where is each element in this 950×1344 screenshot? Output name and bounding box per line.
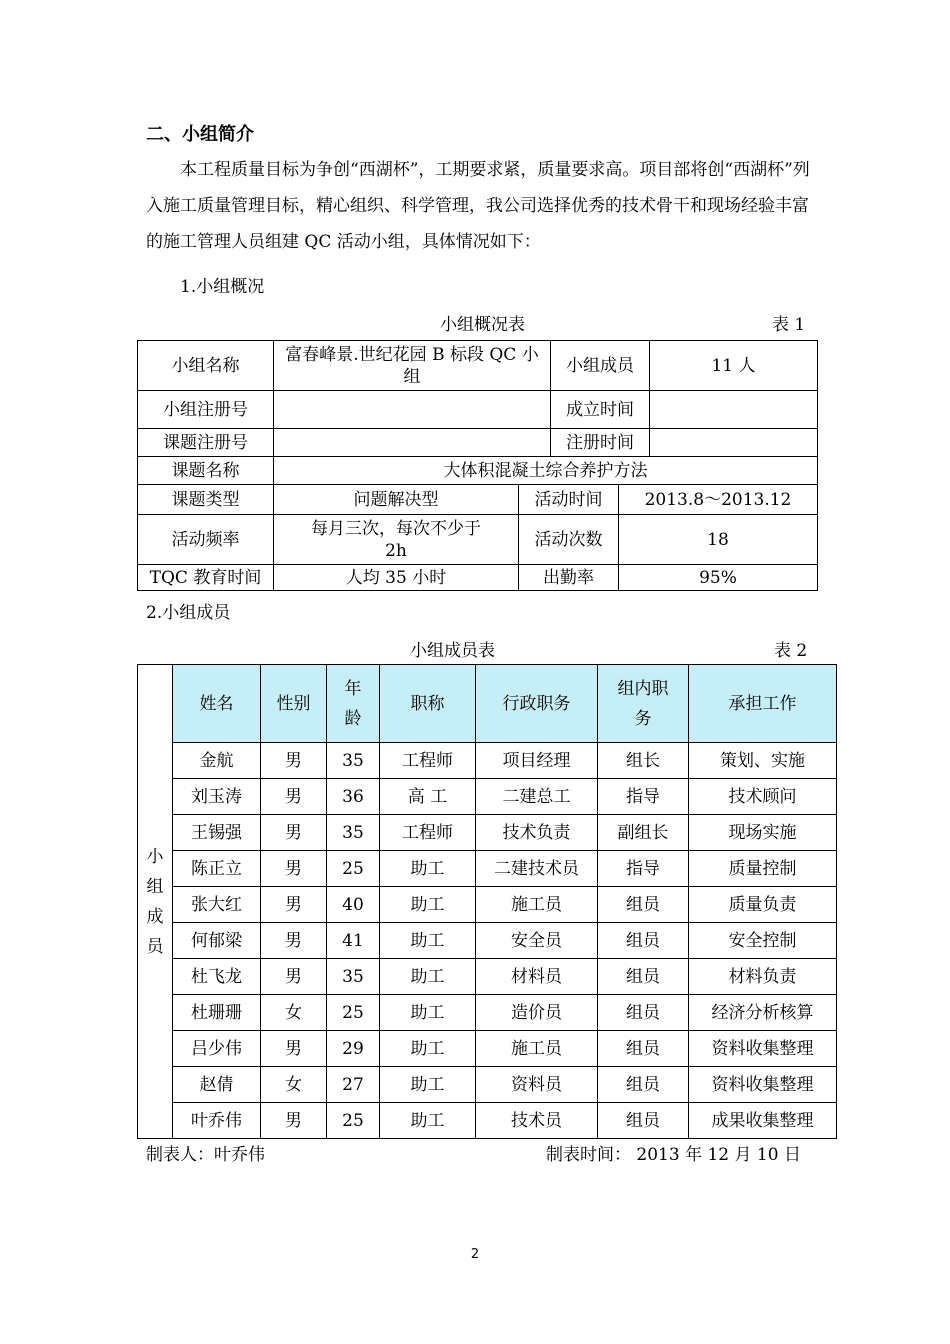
tqc-value: 人均 35 小时 — [274, 565, 519, 591]
member-gender: 男 — [261, 959, 327, 995]
member-group-role: 组员 — [598, 959, 689, 995]
member-duty: 资料收集整理 — [689, 1031, 837, 1067]
member-name: 张大红 — [173, 887, 261, 923]
member-title: 助工 — [380, 959, 476, 995]
member-title: 高 工 — [380, 779, 476, 815]
header-name: 姓名 — [173, 665, 261, 743]
member-gender: 男 — [261, 1103, 327, 1139]
member-group-role: 组员 — [598, 887, 689, 923]
group-name-label: 小组名称 — [138, 341, 274, 391]
page-number: 2 — [470, 1247, 480, 1262]
member-age: 35 — [327, 743, 380, 779]
member-title: 助工 — [380, 1031, 476, 1067]
member-admin-role: 造价员 — [476, 995, 598, 1031]
reg-no-label: 小组注册号 — [138, 391, 274, 429]
member-name: 赵倩 — [173, 1067, 261, 1103]
member-row — [138, 743, 837, 779]
member-admin-role: 施工员 — [476, 887, 598, 923]
activity-time-label: 活动时间 — [519, 485, 619, 515]
member-title: 助工 — [380, 995, 476, 1031]
member-group-role: 组员 — [598, 995, 689, 1031]
members-heading: 2.小组成员 — [146, 603, 231, 623]
table-maker: 制表人：叶乔伟 — [146, 1145, 265, 1165]
member-age: 41 — [327, 923, 380, 959]
member-name: 杜飞龙 — [173, 959, 261, 995]
header-duty: 承担工作 — [689, 665, 837, 743]
topic-name-value: 大体积混凝土综合养护方法 — [274, 457, 818, 485]
member-gender: 男 — [261, 779, 327, 815]
side-char: 成 — [146, 906, 164, 927]
member-title: 助工 — [380, 1103, 476, 1139]
reg-time-label: 注册时间 — [551, 429, 650, 457]
member-gender: 男 — [261, 815, 327, 851]
member-gender: 女 — [261, 995, 327, 1031]
side-char: 员 — [146, 936, 164, 957]
header-admin-role: 行政职务 — [476, 665, 598, 743]
member-admin-role: 施工员 — [476, 1031, 598, 1067]
member-name: 刘玉涛 — [173, 779, 261, 815]
member-admin-role: 二建技术员 — [476, 851, 598, 887]
member-group-role: 组长 — [598, 743, 689, 779]
side-char: 小 — [146, 846, 164, 867]
member-duty: 经济分析核算 — [689, 995, 837, 1031]
header-title: 职称 — [380, 665, 476, 743]
member-admin-role: 安全员 — [476, 923, 598, 959]
member-name: 陈正立 — [173, 851, 261, 887]
member-duty: 质量负责 — [689, 887, 837, 923]
member-duty: 安全控制 — [689, 923, 837, 959]
overview-heading: 1.小组概况 — [180, 277, 265, 297]
reg-time-value — [650, 429, 818, 457]
activity-count-label: 活动次数 — [519, 515, 619, 565]
member-row — [138, 1067, 837, 1103]
topic-reg-value — [274, 429, 551, 457]
member-age: 35 — [327, 815, 380, 851]
member-age: 25 — [327, 995, 380, 1031]
member-age: 36 — [327, 779, 380, 815]
topic-type-value: 问题解决型 — [274, 485, 519, 515]
member-admin-role: 技术员 — [476, 1103, 598, 1139]
activity-count-value: 18 — [619, 515, 818, 565]
member-row — [138, 1031, 837, 1067]
member-age: 35 — [327, 959, 380, 995]
frequency-value: 每月三次，每次不少于 2h — [274, 515, 519, 565]
member-group-role: 组员 — [598, 1067, 689, 1103]
tqc-label: TQC 教育时间 — [138, 565, 274, 591]
member-group-role: 指导 — [598, 851, 689, 887]
member-duty: 资料收集整理 — [689, 1067, 837, 1103]
topic-reg-label: 课题注册号 — [138, 429, 274, 457]
member-title: 工程师 — [380, 743, 476, 779]
member-name: 何郁梁 — [173, 923, 261, 959]
table-made-time: 制表时间： 2013 年 12 月 10 日 — [546, 1145, 801, 1165]
member-gender: 女 — [261, 1067, 327, 1103]
member-gender: 男 — [261, 851, 327, 887]
member-group-role: 指导 — [598, 779, 689, 815]
overview-caption: 小组概况表 — [440, 315, 525, 335]
member-group-role: 组员 — [598, 1103, 689, 1139]
member-gender: 男 — [261, 923, 327, 959]
member-row — [138, 923, 837, 959]
member-duty: 质量控制 — [689, 851, 837, 887]
member-admin-role: 资料员 — [476, 1067, 598, 1103]
overview-table — [137, 340, 818, 591]
side-char: 组 — [146, 876, 164, 897]
member-gender: 男 — [261, 743, 327, 779]
section-title: 二、小组简介 — [146, 124, 254, 145]
member-row — [138, 1103, 837, 1139]
attendance-label: 出勤率 — [519, 565, 619, 591]
header-gender: 性别 — [261, 665, 327, 743]
founded-label: 成立时间 — [551, 391, 650, 429]
member-duty: 技术顾问 — [689, 779, 837, 815]
member-title: 助工 — [380, 887, 476, 923]
member-gender: 男 — [261, 887, 327, 923]
member-group-role: 副组长 — [598, 815, 689, 851]
member-gender: 男 — [261, 1031, 327, 1067]
member-duty: 成果收集整理 — [689, 1103, 837, 1139]
members-caption: 小组成员表 — [410, 641, 495, 661]
member-name: 叶乔伟 — [173, 1103, 261, 1139]
member-group-role: 组员 — [598, 923, 689, 959]
member-title: 助工 — [380, 1067, 476, 1103]
member-row — [138, 959, 837, 995]
overview-table-number: 表 1 — [772, 315, 806, 335]
member-name: 杜珊珊 — [173, 995, 261, 1031]
members-header-row — [138, 665, 837, 743]
member-row — [138, 779, 837, 815]
member-group-role: 组员 — [598, 1031, 689, 1067]
members-label: 小组成员 — [551, 341, 650, 391]
members-table-number: 表 2 — [774, 641, 808, 661]
member-age: 25 — [327, 851, 380, 887]
header-group-role: 组内职务 — [598, 665, 689, 743]
member-duty: 材料负责 — [689, 959, 837, 995]
member-duty: 策划、实施 — [689, 743, 837, 779]
group-name-value: 富春峰景.世纪花园 B 标段 QC 小组 — [274, 341, 551, 391]
member-row — [138, 887, 837, 923]
member-name: 金航 — [173, 743, 261, 779]
activity-time-value: 2013.8～2013.12 — [619, 485, 818, 515]
member-age: 25 — [327, 1103, 380, 1139]
members-table — [137, 664, 837, 1139]
member-title: 工程师 — [380, 815, 476, 851]
topic-name-label: 课题名称 — [138, 457, 274, 485]
intro-paragraph: 本工程质量目标为争创“西湖杯”，工期要求紧，质量要求高。项目部将创“西湖杯”列入施工质量管理目标，精心组织、科学管理，我公司选择优秀的技术骨干和现场经验丰富的施工管理人员组建 QC 活动小组，具体情况如下： — [146, 160, 810, 252]
member-age: 40 — [327, 887, 380, 923]
frequency-label: 活动频率 — [138, 515, 274, 565]
founded-value — [650, 391, 818, 429]
member-title: 助工 — [380, 851, 476, 887]
member-age: 29 — [327, 1031, 380, 1067]
side-label — [138, 665, 173, 1139]
member-admin-role: 技术负责 — [476, 815, 598, 851]
member-row — [138, 995, 837, 1031]
reg-no-value — [274, 391, 551, 429]
attendance-value: 95% — [619, 565, 818, 591]
header-age: 年龄 — [327, 665, 380, 743]
member-name: 王锡强 — [173, 815, 261, 851]
member-age: 27 — [327, 1067, 380, 1103]
member-name: 吕少伟 — [173, 1031, 261, 1067]
topic-type-label: 课题类型 — [138, 485, 274, 515]
member-admin-role: 材料员 — [476, 959, 598, 995]
member-duty: 现场实施 — [689, 815, 837, 851]
member-row — [138, 851, 837, 887]
member-admin-role: 二建总工 — [476, 779, 598, 815]
member-admin-role: 项目经理 — [476, 743, 598, 779]
member-row — [138, 815, 837, 851]
member-title: 助工 — [380, 923, 476, 959]
members-value: 11 人 — [650, 341, 818, 391]
